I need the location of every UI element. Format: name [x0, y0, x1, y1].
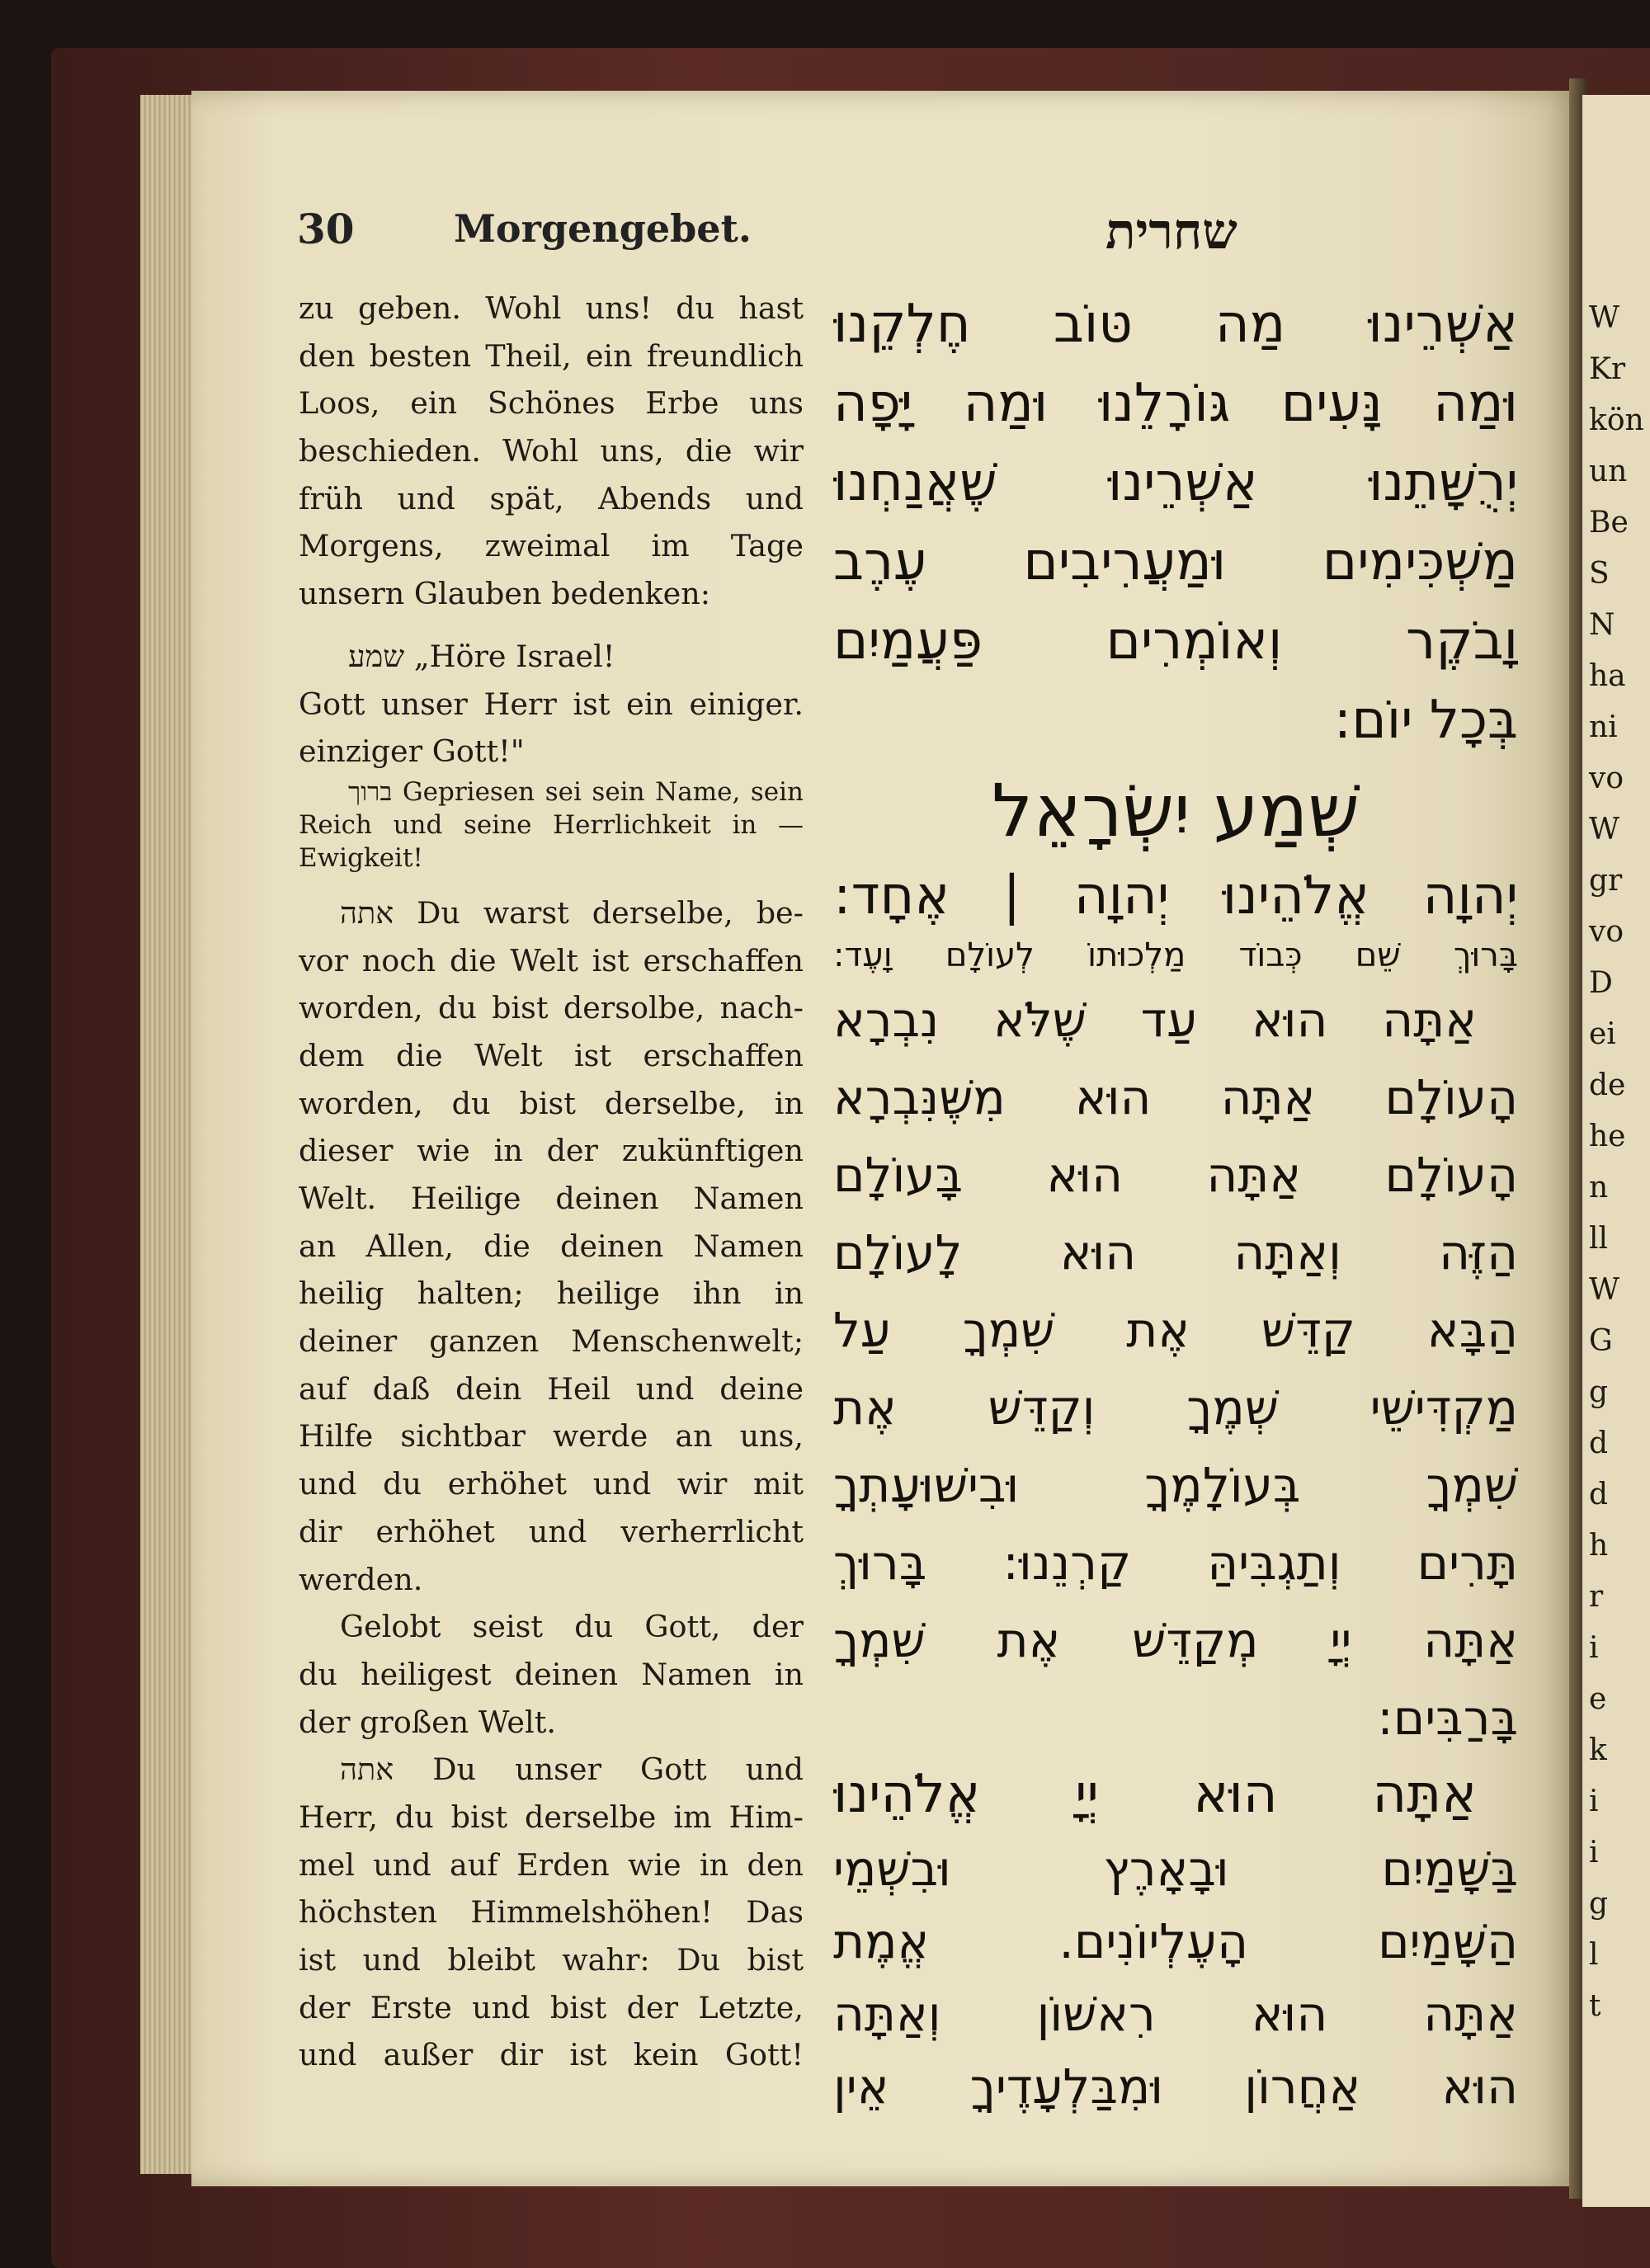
- german-line: Ewigkeit!: [299, 842, 423, 873]
- hebrew-line: שִׁמְךָ בְּעוֹלָמֶךָ וּבִישׁוּעָתְךָ: [833, 1457, 1518, 1513]
- facing-page-fragment: gr: [1589, 864, 1623, 898]
- facing-page-fragment: d: [1589, 1426, 1609, 1460]
- facing-page-fragment: h: [1589, 1529, 1609, 1563]
- german-line: Loos, ein Schönes Erbe uns: [299, 385, 804, 422]
- german-line: Hilfe sichtbar werde an uns,: [299, 1418, 804, 1455]
- hebrew-line: הָעוֹלָם אַתָּה הוּא בָּעוֹלָם: [833, 1147, 1518, 1203]
- german-line: höchsten Himmelshöhen! Das: [299, 1894, 804, 1931]
- german-line: vor noch die Welt ist erschaffen: [299, 942, 804, 978]
- facing-page-fragment: vo: [1589, 762, 1624, 795]
- facing-page-fragment: l: [1589, 1938, 1599, 1972]
- german-line: worden, du bist dersolbe, nach-: [299, 990, 804, 1026]
- hebrew-line: הָעוֹלָם אַתָּה הוּא מִשֶּׁנִּבְרָא: [833, 1069, 1518, 1125]
- facing-page-fragment: kön: [1589, 403, 1644, 437]
- hebrew-line: בָּרַבִּים:: [1377, 1690, 1518, 1746]
- facing-page-fragment: N: [1589, 608, 1615, 642]
- german-line: auf daß dein Heil und deine: [299, 1370, 804, 1407]
- facing-page-fragment: S: [1589, 557, 1610, 591]
- page-edges: [140, 95, 198, 2174]
- german-line: Gelobt seist du Gott, der: [340, 1609, 804, 1645]
- german-line: den besten Theil, ein freundlich: [299, 337, 804, 374]
- facing-page-fragment: vo: [1589, 915, 1624, 949]
- german-line: beschieden. Wohl uns, die wir: [299, 433, 804, 469]
- hebrew-line: הַבָּא קַדֵּשׁ אֶת שִׁמְךָ עַל: [833, 1302, 1518, 1358]
- hebrew-line: יְהוָה אֱלֹהֵינוּ יְהוָה | אֶחָד:: [833, 865, 1518, 927]
- facing-page: [1582, 95, 1650, 2207]
- german-line: שמע „Höre Israel!: [348, 638, 615, 674]
- german-line: dir erhöhet und verherrlicht: [299, 1513, 804, 1549]
- facing-page-fragment: t: [1589, 1989, 1601, 2023]
- facing-page-fragment: k: [1589, 1733, 1607, 1767]
- german-line: und außer dir ist kein Gott!: [299, 2037, 804, 2073]
- hebrew-running-title: שחרית: [1106, 203, 1238, 261]
- hebrew-line: אַשְׁרֵינוּ מַה טּוֹב חֶלְקֵנוּ: [833, 294, 1518, 355]
- facing-page-fragment: d: [1589, 1478, 1609, 1511]
- german-line: der Erste und bist der Letzte,: [299, 1989, 804, 2025]
- german-line: ist und bleibt wahr: Du bist: [299, 1942, 804, 1978]
- hebrew-line: מַקְדִּישֵׁי שְׁמֶךָ וְקַדֵּשׁ אֶת: [833, 1379, 1518, 1436]
- facing-page-fragment: g: [1589, 1887, 1609, 1921]
- facing-page-fragment: W: [1589, 813, 1620, 846]
- facing-page-fragment: ei: [1589, 1017, 1616, 1051]
- hebrew-line: אַתָּה הוּא עַד שֶׁלֹּא נִבְרָא: [833, 992, 1477, 1048]
- facing-page-fragment: Kr: [1589, 352, 1626, 386]
- shema-heading: שְׁמַע יִשְׂרָאֵל: [992, 768, 1360, 853]
- german-line: heilig halten; heilige ihn in: [299, 1275, 804, 1312]
- german-line: אתה Du warst derselbe, be-: [340, 894, 804, 931]
- german-line: dem die Welt ist erschaffen: [299, 1037, 804, 1073]
- german-line: mel und auf Erden wie in den: [299, 1846, 804, 1883]
- german-line: einziger Gott!": [299, 733, 525, 770]
- german-line: אתה Du unser Gott und: [340, 1752, 804, 1788]
- facing-page-fragment: r: [1589, 1580, 1604, 1614]
- german-line: zu geben. Wohl uns! du hast: [299, 290, 804, 326]
- hebrew-line: הוּא אַחֲרוֹן וּמִבַּלְעָדֶיךָ אֵין: [833, 2058, 1518, 2115]
- hebrew-line: וּמַה נָּעִים גּוֹרָלֵנוּ וּמַה יָּפָה: [833, 373, 1518, 434]
- german-line: werden.: [299, 1561, 423, 1597]
- facing-page-fragment: e: [1589, 1682, 1607, 1716]
- german-line: früh und spät, Abends und: [299, 480, 804, 516]
- facing-page-fragment: he: [1589, 1120, 1626, 1153]
- hebrew-line: בַּשָּׁמַיִם וּבָאָרֶץ וּבִשְׁמֵי: [833, 1841, 1518, 1897]
- hebrew-line: הַזֶּה וְאַתָּה הוּא לָעוֹלָם: [833, 1224, 1518, 1280]
- german-line: unsern Glauben bedenken:: [299, 576, 711, 612]
- hebrew-line: בָּרוּךְ שֵׁם כְּבוֹד מַלְכוּתוֹ לְעוֹלָם וָעֶד:: [833, 936, 1518, 974]
- hebrew-line: תָּרִים וְתַגְבִּיהַּ קַרְנֵנוּ: בָּרוּךְ: [833, 1535, 1518, 1591]
- german-line: Morgens, zweimal im Tage: [299, 528, 804, 564]
- facing-page-fragment: i: [1589, 1631, 1599, 1665]
- german-line: und du erhöhet und wir mit: [299, 1466, 804, 1502]
- facing-page-fragment: W: [1589, 1273, 1620, 1307]
- german-running-title: Morgengebet.: [454, 206, 752, 251]
- german-line: dieser wie in der zukünftigen: [299, 1133, 804, 1169]
- facing-page-fragment: n: [1589, 1171, 1609, 1205]
- facing-page-fragment: de: [1589, 1068, 1626, 1102]
- german-line: Gott unser Herr ist ein einiger.: [299, 686, 804, 722]
- german-line: du heiligest deinen Namen in: [299, 1656, 804, 1692]
- facing-page-fragment: i: [1589, 1785, 1599, 1818]
- hebrew-line: אַתָּה הוּא רִאשׁוֹן וְאַתָּה: [833, 1986, 1518, 2042]
- german-line: ברוך Gepriesen sei sein Name, sein: [348, 776, 804, 807]
- facing-page-fragment: G: [1589, 1324, 1613, 1358]
- facing-page-fragment: ll: [1589, 1222, 1609, 1256]
- hebrew-line: יְרֻשָּׁתֵנוּ אַשְׁרֵינוּ שֶׁאֲנַחְנוּ: [833, 452, 1518, 513]
- hebrew-line: אַתָּה הוּא יְיָ אֱלֹהֵינוּ: [833, 1764, 1477, 1825]
- hebrew-line: מַשְׁכִּימִים וּמַעֲרִיבִים עֶרֶב: [833, 531, 1518, 592]
- hebrew-line: בְּכָל יוֹם:: [1333, 690, 1518, 751]
- hebrew-line: וָבֹקֶר וְאוֹמְרִים פַּעֲמַיִם: [833, 611, 1518, 672]
- facing-page-fragment: W: [1589, 301, 1620, 335]
- german-line: Herr, du bist derselbe im Him-: [299, 1799, 804, 1835]
- facing-page-fragment: Be: [1589, 506, 1629, 540]
- facing-page-fragment: i: [1589, 1836, 1599, 1870]
- german-line: worden, du bist derselbe, in: [299, 1085, 804, 1121]
- facing-page-fragment: ha: [1589, 659, 1626, 693]
- german-line: Welt. Heilige deinen Namen: [299, 1181, 804, 1216]
- german-line: der großen Welt.: [299, 1704, 556, 1740]
- german-line: Reich und seine Herrlichkeit in —: [299, 809, 804, 840]
- facing-page-fragment: un: [1589, 455, 1628, 488]
- hebrew-line: הַשָּׁמַיִם הָעֶלְיוֹנִים. אֱמֶת: [833, 1913, 1518, 1969]
- german-text-column: [299, 285, 804, 2079]
- facing-page-fragment: ni: [1589, 710, 1618, 744]
- hebrew-text-column: [833, 285, 1518, 2123]
- page-number: 30: [297, 205, 355, 253]
- hebrew-line: אַתָּה יְיָ מְקַדֵּשׁ אֶת שִׁמְךָ: [833, 1612, 1518, 1668]
- facing-page-fragment: D: [1589, 966, 1613, 1000]
- facing-page-fragment: g: [1589, 1375, 1609, 1409]
- german-line: an Allen, die deinen Namen: [299, 1228, 804, 1264]
- german-line: deiner ganzen Menschenwelt;: [299, 1323, 804, 1360]
